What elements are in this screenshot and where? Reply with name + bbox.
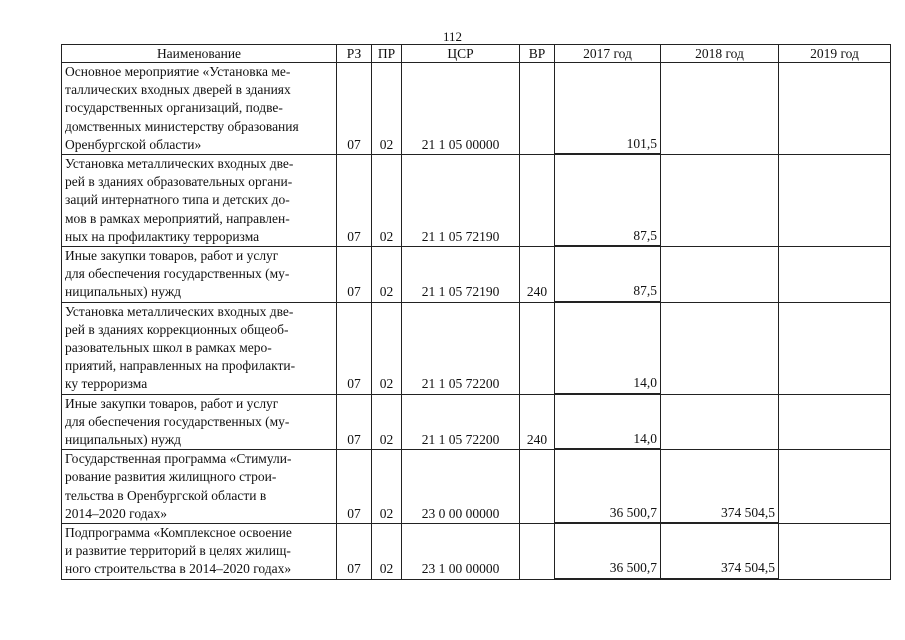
row-pr: 02 bbox=[372, 155, 402, 247]
row-amount-2017-value: 14,0 bbox=[555, 374, 661, 393]
row-rz: 07 bbox=[337, 63, 372, 155]
row-rz: 07 bbox=[337, 302, 372, 394]
row-vr bbox=[520, 302, 555, 394]
row-rz: 07 bbox=[337, 247, 372, 303]
row-amount-2019 bbox=[779, 524, 891, 580]
row-amount-2018 bbox=[661, 247, 779, 303]
row-name-line: 2014–2020 годах» bbox=[65, 505, 168, 521]
row-name-line: заций интернатного типа и детских до- bbox=[65, 192, 290, 208]
row-name-line: разовательных школ в рамках меро- bbox=[65, 340, 272, 356]
row-amount-2017-value: 36 500,7 bbox=[555, 504, 661, 523]
row-pr: 02 bbox=[372, 524, 402, 580]
row-pr: 02 bbox=[372, 450, 402, 524]
header-2019: 2019 год bbox=[779, 45, 891, 63]
row-name-line: мов в рамках мероприятий, направлен- bbox=[65, 210, 290, 226]
row-name-line: ного строительства в 2014–2020 годах» bbox=[65, 561, 292, 577]
header-row bbox=[62, 45, 891, 63]
table-row bbox=[62, 394, 891, 450]
row-name bbox=[62, 394, 337, 450]
row-name-line: рей в зданиях образовательных органи- bbox=[65, 174, 293, 190]
row-name-line: Государственная программа «Стимули- bbox=[65, 451, 292, 467]
row-name-line: приятий, направленных на профилакти- bbox=[65, 358, 296, 374]
row-name bbox=[62, 247, 337, 303]
row-amount-2019 bbox=[779, 394, 891, 450]
table-row bbox=[62, 63, 891, 155]
row-amount-2017 bbox=[555, 247, 661, 303]
row-amount-2018 bbox=[661, 155, 779, 247]
header-2018: 2018 год bbox=[661, 45, 779, 63]
row-name-line: для обеспечения государственных (му- bbox=[65, 413, 290, 429]
row-name-line: тельства в Оренбургской области в bbox=[65, 487, 267, 503]
table-row bbox=[62, 302, 891, 394]
header-rz: РЗ bbox=[337, 45, 372, 63]
table-row bbox=[62, 247, 891, 303]
row-name-line: ку терроризма bbox=[65, 376, 148, 392]
row-name bbox=[62, 155, 337, 247]
header-2017: 2017 год bbox=[555, 45, 661, 63]
row-amount-2017 bbox=[555, 394, 661, 450]
row-amount-2017-value: 36 500,7 bbox=[555, 559, 661, 578]
row-amount-2019 bbox=[779, 302, 891, 394]
row-name-line: Подпрограмма «Комплексное освоение bbox=[65, 525, 292, 541]
row-amount-2017 bbox=[555, 63, 661, 155]
row-csr: 21 1 05 72190 bbox=[402, 155, 520, 247]
row-rz: 07 bbox=[337, 524, 372, 580]
row-amount-2017 bbox=[555, 450, 661, 524]
row-name bbox=[62, 524, 337, 580]
row-amount-2018 bbox=[661, 394, 779, 450]
row-amount-2017-value: 87,5 bbox=[555, 282, 661, 301]
row-csr: 23 1 00 00000 bbox=[402, 524, 520, 580]
row-name bbox=[62, 450, 337, 524]
row-name bbox=[62, 63, 337, 155]
row-name-line: ных на профилактику терроризма bbox=[65, 228, 260, 244]
row-vr bbox=[520, 155, 555, 247]
row-vr: 240 bbox=[520, 394, 555, 450]
row-amount-2017 bbox=[555, 302, 661, 394]
row-name-line: Установка металлических входных две- bbox=[65, 156, 294, 172]
row-amount-2018 bbox=[661, 302, 779, 394]
header-name: Наименование bbox=[62, 45, 337, 63]
row-csr: 21 1 05 72200 bbox=[402, 394, 520, 450]
row-name-line: домственных министерству образования bbox=[65, 118, 299, 134]
row-amount-2017 bbox=[555, 524, 661, 580]
row-name-line: Оренбургской области» bbox=[65, 136, 202, 152]
budget-table bbox=[61, 44, 891, 580]
row-name-line: и развитие территорий в целях жилищ- bbox=[65, 543, 291, 559]
row-name-line: Иные закупки товаров, работ и услуг bbox=[65, 248, 279, 264]
row-pr: 02 bbox=[372, 394, 402, 450]
row-amount-2019 bbox=[779, 450, 891, 524]
row-amount-2018 bbox=[661, 450, 779, 524]
row-pr: 02 bbox=[372, 247, 402, 303]
row-name-line: Установка металлических входных две- bbox=[65, 303, 294, 319]
row-name-line: ниципальных) нужд bbox=[65, 284, 182, 300]
row-csr: 21 1 05 72190 bbox=[402, 247, 520, 303]
row-rz: 07 bbox=[337, 155, 372, 247]
row-name-line: таллических входных дверей в зданиях bbox=[65, 82, 291, 98]
table-row bbox=[62, 450, 891, 524]
row-name bbox=[62, 302, 337, 394]
row-name-line: Иные закупки товаров, работ и услуг bbox=[65, 395, 279, 411]
row-name-line: рей в зданиях коррекционных общеоб- bbox=[65, 321, 289, 337]
page-number: 112 bbox=[442, 29, 463, 44]
row-vr bbox=[520, 63, 555, 155]
row-amount-2017-value: 101,5 bbox=[555, 135, 661, 154]
row-amount-2018-value: 374 504,5 bbox=[661, 559, 779, 578]
table-row bbox=[62, 524, 891, 580]
row-name-line: государственных организаций, подве- bbox=[65, 100, 283, 116]
row-vr: 240 bbox=[520, 247, 555, 303]
row-vr bbox=[520, 450, 555, 524]
row-amount-2018-value: 374 504,5 bbox=[661, 504, 779, 523]
row-pr: 02 bbox=[372, 302, 402, 394]
row-amount-2017-value: 87,5 bbox=[555, 227, 661, 246]
row-vr bbox=[520, 524, 555, 580]
header-vr: ВР bbox=[520, 45, 555, 63]
row-pr: 02 bbox=[372, 63, 402, 155]
row-name-line: для обеспечения государственных (му- bbox=[65, 266, 290, 282]
row-rz: 07 bbox=[337, 450, 372, 524]
table-row bbox=[62, 155, 891, 247]
row-name-line: Основное мероприятие «Установка ме- bbox=[65, 64, 291, 79]
row-csr: 21 1 05 00000 bbox=[402, 63, 520, 155]
row-csr: 21 1 05 72200 bbox=[402, 302, 520, 394]
row-amount-2019 bbox=[779, 63, 891, 155]
row-amount-2018 bbox=[661, 524, 779, 580]
row-csr: 23 0 00 00000 bbox=[402, 450, 520, 524]
row-rz: 07 bbox=[337, 394, 372, 450]
header-pr: ПР bbox=[372, 45, 402, 63]
row-amount-2018 bbox=[661, 63, 779, 155]
row-amount-2017-value: 14,0 bbox=[555, 430, 661, 449]
row-amount-2019 bbox=[779, 155, 891, 247]
row-name-line: ниципальных) нужд bbox=[65, 432, 182, 448]
header-csr: ЦСР bbox=[402, 45, 520, 63]
table-body bbox=[62, 63, 891, 580]
row-amount-2017 bbox=[555, 155, 661, 247]
row-name-line: рование развития жилищного строи- bbox=[65, 469, 277, 485]
row-amount-2019 bbox=[779, 247, 891, 303]
